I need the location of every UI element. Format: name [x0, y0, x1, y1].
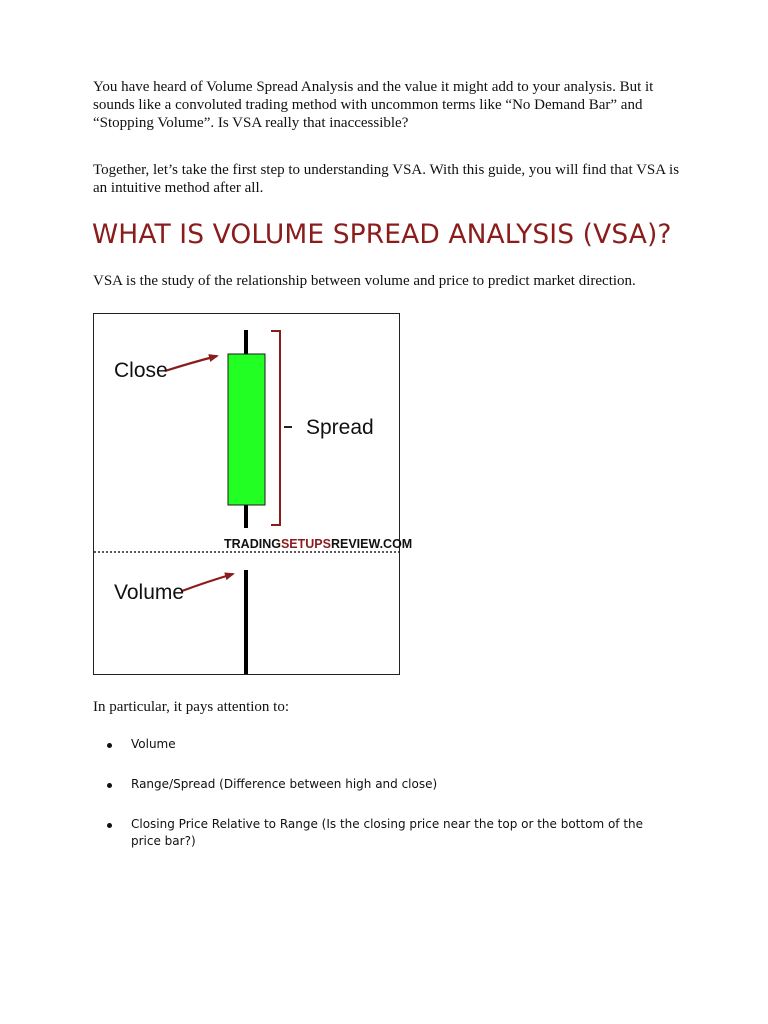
guide-paragraph: Together, let’s take the first step to understanding VSA. With this guide, you will find that VSA is an intuitive method after all.: [93, 162, 680, 196]
list-item-closing-price: [93, 816, 673, 850]
intro-paragraph: You have heard of Volume Spread Analysis and the value it might add to your analysis. But it sounds like a convoluted trading method with uncommon terms like “No Demand Bar” and “Stopping Volume”. Is VSA really that inaccessible?: [93, 79, 654, 131]
bullet-dot-icon: [107, 743, 112, 748]
list-item-range-spread: [93, 776, 673, 793]
bullet-dot-icon: [107, 823, 112, 828]
list-item-text: Closing Price Relative to Range (Is the closing price near the top or the bottom of the price bar?): [131, 817, 644, 848]
watermark-text: [224, 537, 412, 551]
watermark-part-trading: TRADING: [224, 537, 281, 551]
section-heading: WHAT IS VOLUME SPREAD ANALYSIS (VSA)?: [92, 219, 672, 250]
volume-arrow: [182, 574, 233, 591]
attention-list: [93, 736, 673, 873]
spread-label: Spread: [306, 416, 374, 439]
vsa-diagram: [93, 313, 413, 675]
list-item-volume: [93, 736, 673, 753]
bullet-dot-icon: [107, 783, 112, 788]
attention-paragraph: In particular, it pays attention to:: [93, 699, 290, 715]
close-arrow: [165, 356, 217, 371]
vsa-diagram-svg: [94, 314, 413, 674]
close-label: Close: [114, 359, 168, 382]
watermark-part-review: REVIEW.COM: [330, 537, 413, 551]
list-item-text: Range/Spread (Difference between high and close): [131, 777, 438, 791]
watermark-part-setups: SETUPS: [280, 537, 331, 551]
volume-label: Volume: [114, 581, 185, 604]
spread-bracket: [271, 331, 280, 525]
candle-body: [228, 354, 265, 505]
definition-paragraph: VSA is the study of the relationship between volume and price to predict market direction.: [93, 273, 636, 289]
list-item-text: Volume: [131, 737, 176, 751]
